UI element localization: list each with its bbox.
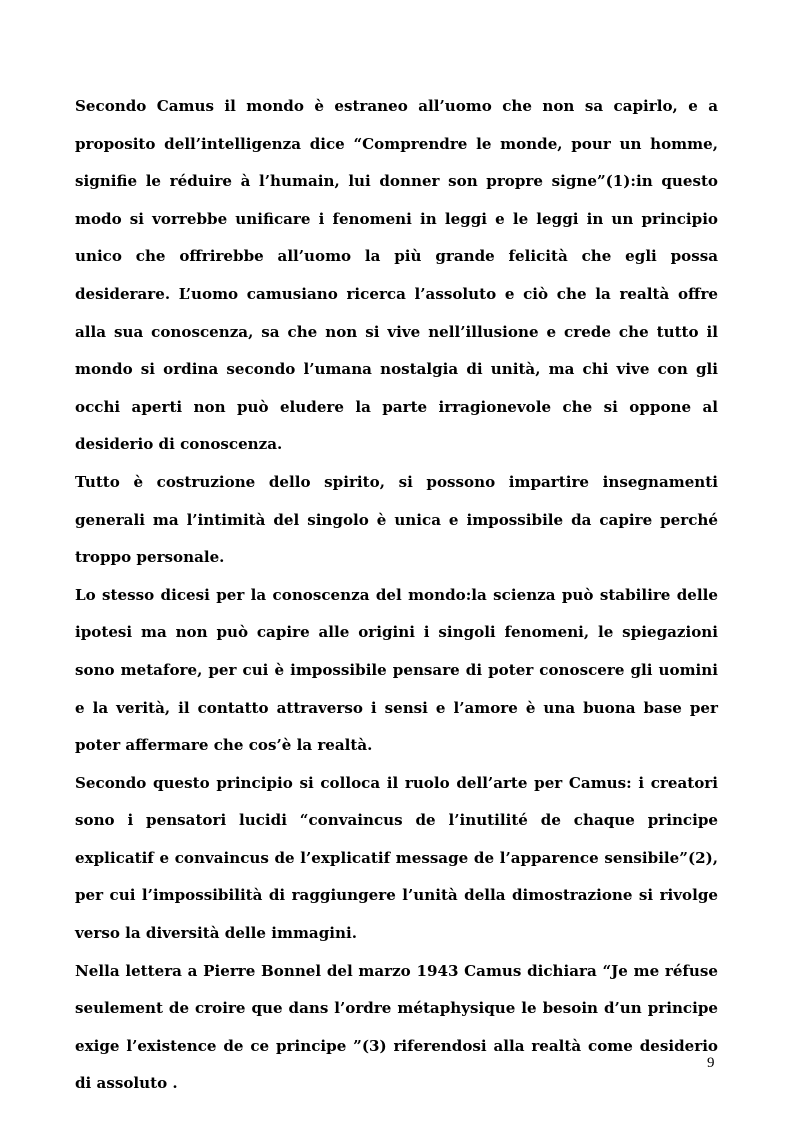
body-text xyxy=(75,88,718,1103)
page-number: 9 xyxy=(707,1055,715,1071)
paragraph-2: Tutto è costruzione dello spirito, si possono impartire insegnamenti generali ma l’intimità del singolo è unica e impossibile da capire perché troppo personale. xyxy=(75,472,718,567)
paragraph-1: Secondo Camus il mondo è estraneo all’uomo che non sa capirlo, e a proposito dell’intelligenza dice “Comprendre le monde, pour un homme, signifie le réduire à l’humain, lui donner son propre signe”(1):in questo modo si vorrebbe unificare i fenomeni in leggi e le leggi in un principio unico che offrirebbe all’uomo la più grande felicità che egli possa desiderare. L’uomo camusiano ricerca l’assoluto e ciò che la realtà offre alla sua conoscenza, sa che non si vive nell’illusione e crede che tutto il mondo si ordina secondo l’umana nostalgia di unità, ma chi vive con gli occhi aperti non può eludere la parte irragionevole che si oppone al desiderio di conoscenza. xyxy=(75,97,718,454)
paragraph-3: Lo stesso dicesi per la conoscenza del mondo:la scienza può stabilire delle ipotesi ma non può capire alle origini i singoli fenomeni, le spiegazioni sono metafore, per cui è impossibile pensare di poter conoscere gli uomini e la verità, il contatto attraverso i sensi e l’amore è una buona base per poter affermare che cos’è la realtà. xyxy=(75,585,718,755)
paragraph-5: Nella lettera a Pierre Bonnel del marzo 1943 Camus dichiara “Je me réfuse seulement de croire que dans l’ordre métaphysique le besoin d’un principe exige l’existence de ce principe ”(3) riferendosi alla realtà come desiderio di assoluto . xyxy=(75,961,718,1093)
paragraph-4: Secondo questo principio si colloca il ruolo dell’arte per Camus: i creatori sono i pensatori lucidi “convaincus de l’inutilité de chaque principe explicatif e convaincus de l’explicatif message de l’apparence sensibile”(2), per cui l’impossibilità di raggiungere l’unità della dimostrazione si rivolge verso la diversità delle immagini. xyxy=(75,773,718,943)
